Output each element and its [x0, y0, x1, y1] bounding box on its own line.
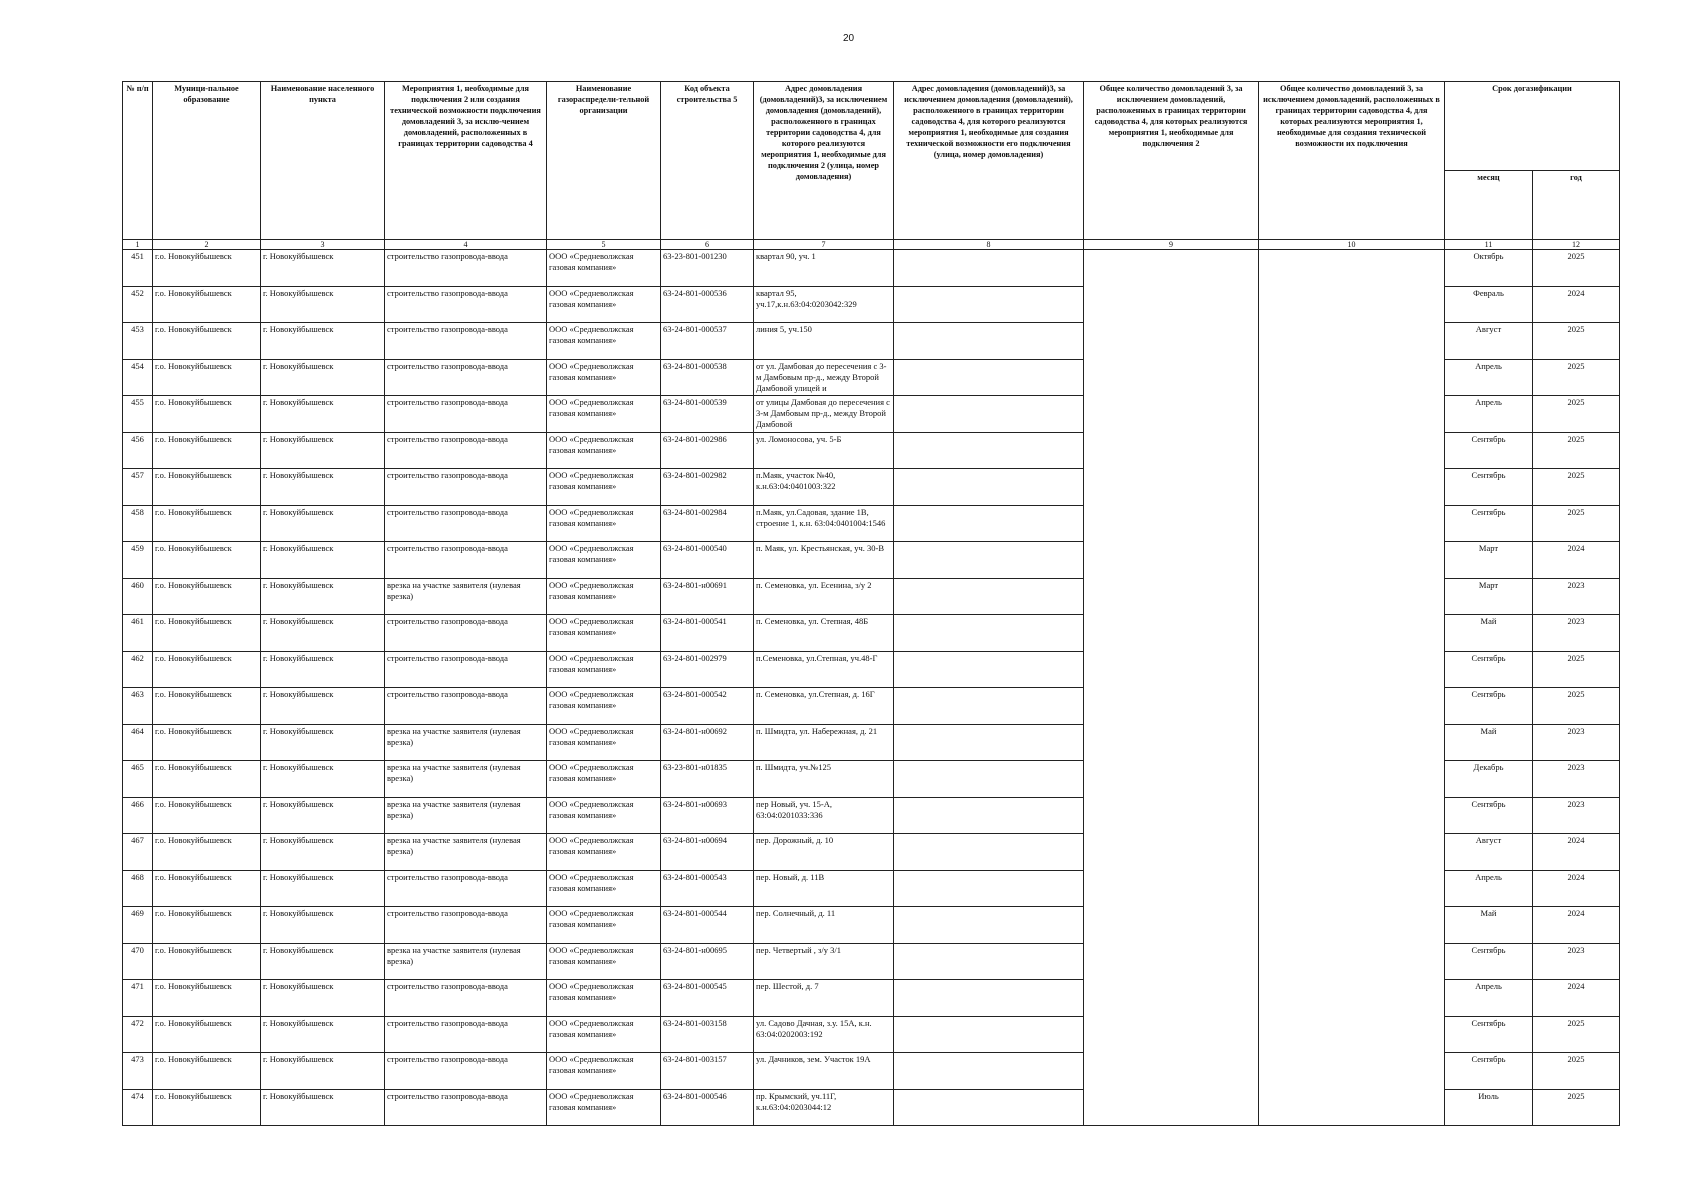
row-address-tech-empty	[894, 469, 1084, 506]
row-number: 468	[123, 870, 153, 907]
row-municipality: г.о. Новокуйбышевск	[153, 651, 261, 688]
row-activity: строительство газопровода-ввода	[385, 250, 547, 287]
row-gas-company: ООО «Средневолжская газовая компания»	[547, 286, 661, 323]
row-address: пер. Новый, д. 11В	[754, 870, 894, 907]
row-activity: врезка на участке заявителя (нулевая врезка)	[385, 834, 547, 871]
header-count-tech-possibility: Общее количество домовладений 3, за исключением домовладений, расположенных в границах территории садоводства 4, для которых реализуются мероприятия 1, необходимые для создания технической возможности их подключения	[1259, 82, 1445, 240]
row-month: Март	[1445, 578, 1533, 615]
row-year: 2023	[1533, 943, 1620, 980]
column-number-row	[123, 240, 1620, 250]
row-address-tech-empty	[894, 432, 1084, 469]
row-address: п. Шмидта, ул. Набережная, д. 21	[754, 724, 894, 761]
row-count-connection-empty	[1084, 250, 1259, 1126]
row-month: Апрель	[1445, 870, 1533, 907]
row-activity: строительство газопровода-ввода	[385, 359, 547, 396]
row-address-tech-empty	[894, 578, 1084, 615]
row-address-tech-empty	[894, 688, 1084, 725]
row-month: Апрель	[1445, 396, 1533, 433]
row-object-code: 63-24-801-000545	[661, 980, 754, 1017]
row-month: Сентябрь	[1445, 943, 1533, 980]
row-settlement: г. Новокуйбышевск	[261, 469, 385, 506]
row-settlement: г. Новокуйбышевск	[261, 396, 385, 433]
row-number: 457	[123, 469, 153, 506]
row-address-tech-empty	[894, 542, 1084, 579]
row-month: Сентябрь	[1445, 1016, 1533, 1053]
column-number: 5	[547, 240, 661, 250]
row-year: 2023	[1533, 761, 1620, 798]
row-activity: строительство газопровода-ввода	[385, 1016, 547, 1053]
row-settlement: г. Новокуйбышевск	[261, 651, 385, 688]
row-object-code: 63-24-801-000538	[661, 359, 754, 396]
row-year: 2025	[1533, 1089, 1620, 1126]
row-municipality: г.о. Новокуйбышевск	[153, 907, 261, 944]
row-gas-company: ООО «Средневолжская газовая компания»	[547, 1053, 661, 1090]
row-address: квартал 95, уч.17,к.н.63:04:0203042:329	[754, 286, 894, 323]
row-activity: врезка на участке заявителя (нулевая врезка)	[385, 943, 547, 980]
row-object-code: 63-24-801-002984	[661, 505, 754, 542]
row-number: 465	[123, 761, 153, 798]
row-settlement: г. Новокуйбышевск	[261, 1089, 385, 1126]
row-activity: строительство газопровода-ввода	[385, 323, 547, 360]
row-number: 467	[123, 834, 153, 871]
row-month: Май	[1445, 724, 1533, 761]
row-number: 462	[123, 651, 153, 688]
table-row	[123, 250, 1620, 287]
row-activity: строительство газопровода-ввода	[385, 542, 547, 579]
row-settlement: г. Новокуйбышевск	[261, 834, 385, 871]
row-year: 2023	[1533, 797, 1620, 834]
row-settlement: г. Новокуйбышевск	[261, 724, 385, 761]
row-settlement: г. Новокуйбышевск	[261, 1016, 385, 1053]
row-settlement: г. Новокуйбышевск	[261, 980, 385, 1017]
column-number: 1	[123, 240, 153, 250]
row-settlement: г. Новокуйбышевск	[261, 688, 385, 725]
row-object-code: 63-24-801-000540	[661, 542, 754, 579]
row-municipality: г.о. Новокуйбышевск	[153, 870, 261, 907]
row-year: 2023	[1533, 615, 1620, 652]
row-gas-company: ООО «Средневолжская газовая компания»	[547, 250, 661, 287]
row-activity: строительство газопровода-ввода	[385, 1089, 547, 1126]
row-address: п.Маяк, участок №40, к.н.63:04:0401003:322	[754, 469, 894, 506]
row-activity: строительство газопровода-ввода	[385, 505, 547, 542]
row-gas-company: ООО «Средневолжская газовая компания»	[547, 907, 661, 944]
row-year: 2025	[1533, 1016, 1620, 1053]
row-object-code: 63-24-801-000544	[661, 907, 754, 944]
row-number: 452	[123, 286, 153, 323]
header-settlement: Наименование населенного пункта	[261, 82, 385, 240]
row-number: 453	[123, 323, 153, 360]
column-number: 11	[1445, 240, 1533, 250]
row-address: пер. Солнечный, д. 11	[754, 907, 894, 944]
row-year: 2024	[1533, 980, 1620, 1017]
row-address: пер. Шестой, д. 7	[754, 980, 894, 1017]
row-activity: строительство газопровода-ввода	[385, 651, 547, 688]
row-number: 456	[123, 432, 153, 469]
row-object-code: 63-24-801-000542	[661, 688, 754, 725]
row-address: п.Маяк, ул.Садовая, здание 1В, строение 1, к.н. 63:04:0401004:1546	[754, 505, 894, 542]
header-object-code: Код объекта строительства 5	[661, 82, 754, 240]
row-municipality: г.о. Новокуйбышевск	[153, 578, 261, 615]
row-address: от ул. Дамбовая до пересечения с 3-м Дамбовым пр-д., между Второй Дамбовой улицей и	[754, 359, 894, 396]
row-address-tech-empty	[894, 907, 1084, 944]
column-number: 9	[1084, 240, 1259, 250]
page-number: 20	[842, 33, 855, 44]
row-number: 469	[123, 907, 153, 944]
row-settlement: г. Новокуйбышевск	[261, 615, 385, 652]
header-count-connection: Общее количество домовладений 3, за исключением домовладений, расположенных в границах территории садоводства 4, для которых реализуются мероприятия 1, необходимые для подключения 2	[1084, 82, 1259, 240]
row-year: 2024	[1533, 286, 1620, 323]
row-year: 2025	[1533, 359, 1620, 396]
row-year: 2024	[1533, 870, 1620, 907]
row-gas-company: ООО «Средневолжская газовая компания»	[547, 651, 661, 688]
row-year: 2025	[1533, 323, 1620, 360]
row-address-tech-empty	[894, 797, 1084, 834]
row-gas-company: ООО «Средневолжская газовая компания»	[547, 870, 661, 907]
row-settlement: г. Новокуйбышевск	[261, 359, 385, 396]
row-address: п. Маяк, ул. Крестьянская, уч. 30-В	[754, 542, 894, 579]
row-object-code: 63-24-801-000539	[661, 396, 754, 433]
row-gas-company: ООО «Средневолжская газовая компания»	[547, 359, 661, 396]
row-gas-company: ООО «Средневолжская газовая компания»	[547, 1016, 661, 1053]
row-activity: строительство газопровода-ввода	[385, 615, 547, 652]
row-settlement: г. Новокуйбышевск	[261, 432, 385, 469]
row-settlement: г. Новокуйбышевск	[261, 505, 385, 542]
row-municipality: г.о. Новокуйбышевск	[153, 469, 261, 506]
header-year: год	[1533, 171, 1620, 240]
row-month: Апрель	[1445, 980, 1533, 1017]
row-municipality: г.о. Новокуйбышевск	[153, 359, 261, 396]
row-municipality: г.о. Новокуйбышевск	[153, 834, 261, 871]
row-month: Сентябрь	[1445, 651, 1533, 688]
row-address-tech-empty	[894, 1016, 1084, 1053]
row-month: Август	[1445, 834, 1533, 871]
row-address-tech-empty	[894, 250, 1084, 287]
column-number: 7	[754, 240, 894, 250]
column-number: 10	[1259, 240, 1445, 250]
row-gas-company: ООО «Средневолжская газовая компания»	[547, 396, 661, 433]
row-number: 455	[123, 396, 153, 433]
column-number: 2	[153, 240, 261, 250]
row-number: 473	[123, 1053, 153, 1090]
row-object-code: 63-24-801-н00691	[661, 578, 754, 615]
row-gas-company: ООО «Средневолжская газовая компания»	[547, 615, 661, 652]
row-gas-company: ООО «Средневолжская газовая компания»	[547, 1089, 661, 1126]
row-activity: врезка на участке заявителя (нулевая врезка)	[385, 797, 547, 834]
column-number: 8	[894, 240, 1084, 250]
row-activity: строительство газопровода-ввода	[385, 907, 547, 944]
row-object-code: 63-24-801-002979	[661, 651, 754, 688]
row-number: 458	[123, 505, 153, 542]
row-activity: строительство газопровода-ввода	[385, 469, 547, 506]
row-address-tech-empty	[894, 505, 1084, 542]
row-activity: строительство газопровода-ввода	[385, 688, 547, 725]
row-gas-company: ООО «Средневолжская газовая компания»	[547, 542, 661, 579]
row-municipality: г.о. Новокуйбышевск	[153, 286, 261, 323]
row-number: 464	[123, 724, 153, 761]
row-activity: строительство газопровода-ввода	[385, 1053, 547, 1090]
row-municipality: г.о. Новокуйбышевск	[153, 688, 261, 725]
row-number: 463	[123, 688, 153, 725]
row-gas-company: ООО «Средневолжская газовая компания»	[547, 578, 661, 615]
row-object-code: 63-24-801-000543	[661, 870, 754, 907]
row-address: пер. Дорожный, д. 10	[754, 834, 894, 871]
row-number: 470	[123, 943, 153, 980]
row-number: 460	[123, 578, 153, 615]
row-municipality: г.о. Новокуйбышевск	[153, 505, 261, 542]
row-month: Сентябрь	[1445, 688, 1533, 725]
row-settlement: г. Новокуйбышевск	[261, 323, 385, 360]
row-object-code: 63-24-801-002986	[661, 432, 754, 469]
row-number: 451	[123, 250, 153, 287]
row-municipality: г.о. Новокуйбышевск	[153, 615, 261, 652]
row-municipality: г.о. Новокуйбышевск	[153, 250, 261, 287]
row-gas-company: ООО «Средневолжская газовая компания»	[547, 797, 661, 834]
row-year: 2025	[1533, 1053, 1620, 1090]
row-month: Сентябрь	[1445, 469, 1533, 506]
row-municipality: г.о. Новокуйбышевск	[153, 1016, 261, 1053]
row-gas-company: ООО «Средневолжская газовая компания»	[547, 432, 661, 469]
row-address-tech-empty	[894, 870, 1084, 907]
column-number: 3	[261, 240, 385, 250]
row-activity: врезка на участке заявителя (нулевая врезка)	[385, 578, 547, 615]
column-number: 6	[661, 240, 754, 250]
row-number: 471	[123, 980, 153, 1017]
row-gas-company: ООО «Средневолжская газовая компания»	[547, 980, 661, 1017]
row-year: 2025	[1533, 651, 1620, 688]
row-number: 472	[123, 1016, 153, 1053]
row-year: 2025	[1533, 250, 1620, 287]
row-address-tech-empty	[894, 359, 1084, 396]
row-object-code: 63-24-801-002982	[661, 469, 754, 506]
row-object-code: 63-24-801-н00694	[661, 834, 754, 871]
row-year: 2025	[1533, 505, 1620, 542]
row-gas-company: ООО «Средневолжская газовая компания»	[547, 943, 661, 980]
row-address: квартал 90, уч. 1	[754, 250, 894, 287]
row-settlement: г. Новокуйбышевск	[261, 761, 385, 798]
row-month: Июль	[1445, 1089, 1533, 1126]
row-settlement: г. Новокуйбышевск	[261, 542, 385, 579]
row-month: Сентябрь	[1445, 432, 1533, 469]
row-number: 454	[123, 359, 153, 396]
row-address-tech-empty	[894, 834, 1084, 871]
row-settlement: г. Новокуйбышевск	[261, 286, 385, 323]
row-activity: врезка на участке заявителя (нулевая врезка)	[385, 761, 547, 798]
row-address-tech-empty	[894, 615, 1084, 652]
row-year: 2025	[1533, 688, 1620, 725]
header-activities: Мероприятия 1, необходимые для подключения 2 или создания технической возможности подключения домовладений 3, за исклю-чением домовладений, расположенных в границах территории садоводства 4	[385, 82, 547, 240]
row-address: пр. Крымский, уч.11Г, к.н.63:04:0203044:12	[754, 1089, 894, 1126]
row-settlement: г. Новокуйбышевск	[261, 578, 385, 615]
row-month: Декабрь	[1445, 761, 1533, 798]
row-object-code: 63-24-801-003157	[661, 1053, 754, 1090]
row-gas-company: ООО «Средневолжская газовая компания»	[547, 834, 661, 871]
row-address: пер. Четвертый , з/у 3/1	[754, 943, 894, 980]
row-gas-company: ООО «Средневолжская газовая компания»	[547, 323, 661, 360]
row-number: 461	[123, 615, 153, 652]
row-object-code: 63-24-801-000541	[661, 615, 754, 652]
row-settlement: г. Новокуйбышевск	[261, 797, 385, 834]
row-object-code: 63-24-801-н00693	[661, 797, 754, 834]
row-object-code: 63-24-801-н00692	[661, 724, 754, 761]
row-address-tech-empty	[894, 651, 1084, 688]
row-municipality: г.о. Новокуйбышевск	[153, 980, 261, 1017]
row-gas-company: ООО «Средневолжская газовая компания»	[547, 505, 661, 542]
row-address: ул. Садово Дачная, з.у. 15А, к.н. 63:04:0202003:192	[754, 1016, 894, 1053]
header-address-connection: Адрес домовладения (домовладений)3, за исключением домовладения (домовладений), расположенного в границах территории садоводства 4, для которого реализуются мероприятия 1, необходимые для подключения 2 (улица, номер домовладения)	[754, 82, 894, 240]
row-month: Март	[1445, 542, 1533, 579]
row-municipality: г.о. Новокуйбышевск	[153, 396, 261, 433]
column-number: 4	[385, 240, 547, 250]
row-gas-company: ООО «Средневолжская газовая компания»	[547, 761, 661, 798]
row-object-code: 63-24-801-000536	[661, 286, 754, 323]
row-number: 466	[123, 797, 153, 834]
row-year: 2025	[1533, 469, 1620, 506]
header-month: месяц	[1445, 171, 1533, 240]
row-object-code: 63-24-801-003158	[661, 1016, 754, 1053]
row-activity: строительство газопровода-ввода	[385, 396, 547, 433]
row-address-tech-empty	[894, 724, 1084, 761]
table-body	[123, 250, 1620, 1126]
header-gas-company: Наименование газораспредели-тельной организации	[547, 82, 661, 240]
row-address: п.Семеновка, ул.Степная, уч.48-Г	[754, 651, 894, 688]
row-address-tech-empty	[894, 943, 1084, 980]
row-month: Октябрь	[1445, 250, 1533, 287]
row-activity: строительство газопровода-ввода	[385, 870, 547, 907]
row-municipality: г.о. Новокуйбышевск	[153, 1089, 261, 1126]
row-month: Май	[1445, 907, 1533, 944]
row-year: 2025	[1533, 432, 1620, 469]
row-municipality: г.о. Новокуйбышевск	[153, 432, 261, 469]
row-month: Август	[1445, 323, 1533, 360]
row-municipality: г.о. Новокуйбышевск	[153, 1053, 261, 1090]
row-year: 2024	[1533, 907, 1620, 944]
row-year: 2023	[1533, 724, 1620, 761]
row-settlement: г. Новокуйбышевск	[261, 943, 385, 980]
row-address: ул. Ломоносова, уч. 5-Б	[754, 432, 894, 469]
row-municipality: г.о. Новокуйбышевск	[153, 797, 261, 834]
row-address-tech-empty	[894, 396, 1084, 433]
row-municipality: г.о. Новокуйбышевск	[153, 943, 261, 980]
row-month: Февраль	[1445, 286, 1533, 323]
row-address-tech-empty	[894, 980, 1084, 1017]
header-gasification-term: Срок догазификации	[1445, 82, 1620, 171]
header-municipality: Муници-пальное образование	[153, 82, 261, 240]
row-number: 474	[123, 1089, 153, 1126]
row-municipality: г.о. Новокуйбышевск	[153, 542, 261, 579]
row-address: п. Семеновка, ул. Степная, 48Б	[754, 615, 894, 652]
row-year: 2024	[1533, 542, 1620, 579]
row-address: пер Новый, уч. 15-А, 63:04:0201033:336	[754, 797, 894, 834]
row-number: 459	[123, 542, 153, 579]
row-settlement: г. Новокуйбышевск	[261, 907, 385, 944]
row-gas-company: ООО «Средневолжская газовая компания»	[547, 469, 661, 506]
row-activity: строительство газопровода-ввода	[385, 286, 547, 323]
row-settlement: г. Новокуйбышевск	[261, 250, 385, 287]
row-address: п. Семеновка, ул. Есенина, з/у 2	[754, 578, 894, 615]
row-address-tech-empty	[894, 1089, 1084, 1126]
row-address-tech-empty	[894, 286, 1084, 323]
row-settlement: г. Новокуйбышевск	[261, 870, 385, 907]
header-address-tech-possibility: Адрес домовладения (домовладений)3, за исключением домовладения (домовладений), расположенного в границах территории садоводства 4, для которого реализуются мероприятия 1, необходимые для создания технической возможности его подключения (улица, номер домовладения)	[894, 82, 1084, 240]
row-address: линия 5, уч.150	[754, 323, 894, 360]
row-year: 2023	[1533, 578, 1620, 615]
row-count-tech-empty	[1259, 250, 1445, 1126]
row-activity: строительство газопровода-ввода	[385, 432, 547, 469]
row-address: п. Семеновка, ул.Степная, д. 16Г	[754, 688, 894, 725]
row-month: Май	[1445, 615, 1533, 652]
row-address-tech-empty	[894, 761, 1084, 798]
column-number: 12	[1533, 240, 1620, 250]
header-number: № п/п	[123, 82, 153, 240]
row-object-code: 63-24-801-000546	[661, 1089, 754, 1126]
row-municipality: г.о. Новокуйбышевск	[153, 761, 261, 798]
row-year: 2024	[1533, 834, 1620, 871]
row-object-code: 63-23-801-001230	[661, 250, 754, 287]
row-gas-company: ООО «Средневолжская газовая компания»	[547, 724, 661, 761]
row-municipality: г.о. Новокуйбышевск	[153, 323, 261, 360]
row-gas-company: ООО «Средневолжская газовая компания»	[547, 688, 661, 725]
row-activity: врезка на участке заявителя (нулевая врезка)	[385, 724, 547, 761]
row-activity: строительство газопровода-ввода	[385, 980, 547, 1017]
row-address-tech-empty	[894, 1053, 1084, 1090]
gasification-table	[122, 81, 1620, 1126]
row-municipality: г.о. Новокуйбышевск	[153, 724, 261, 761]
row-object-code: 63-24-801-000537	[661, 323, 754, 360]
row-object-code: 63-23-801-н01835	[661, 761, 754, 798]
row-address: ул. Дачников, зем. Участок 19А	[754, 1053, 894, 1090]
row-address: п. Шмидта, уч.№125	[754, 761, 894, 798]
row-month: Сентябрь	[1445, 1053, 1533, 1090]
row-month: Сентябрь	[1445, 797, 1533, 834]
row-settlement: г. Новокуйбышевск	[261, 1053, 385, 1090]
row-object-code: 63-24-801-н00695	[661, 943, 754, 980]
row-month: Сентябрь	[1445, 505, 1533, 542]
row-address-tech-empty	[894, 323, 1084, 360]
row-year: 2025	[1533, 396, 1620, 433]
row-month: Апрель	[1445, 359, 1533, 396]
row-address: от улицы Дамбовая до пересечения с 3-м Дамбовым пр-д., между Второй Дамбовой	[754, 396, 894, 433]
